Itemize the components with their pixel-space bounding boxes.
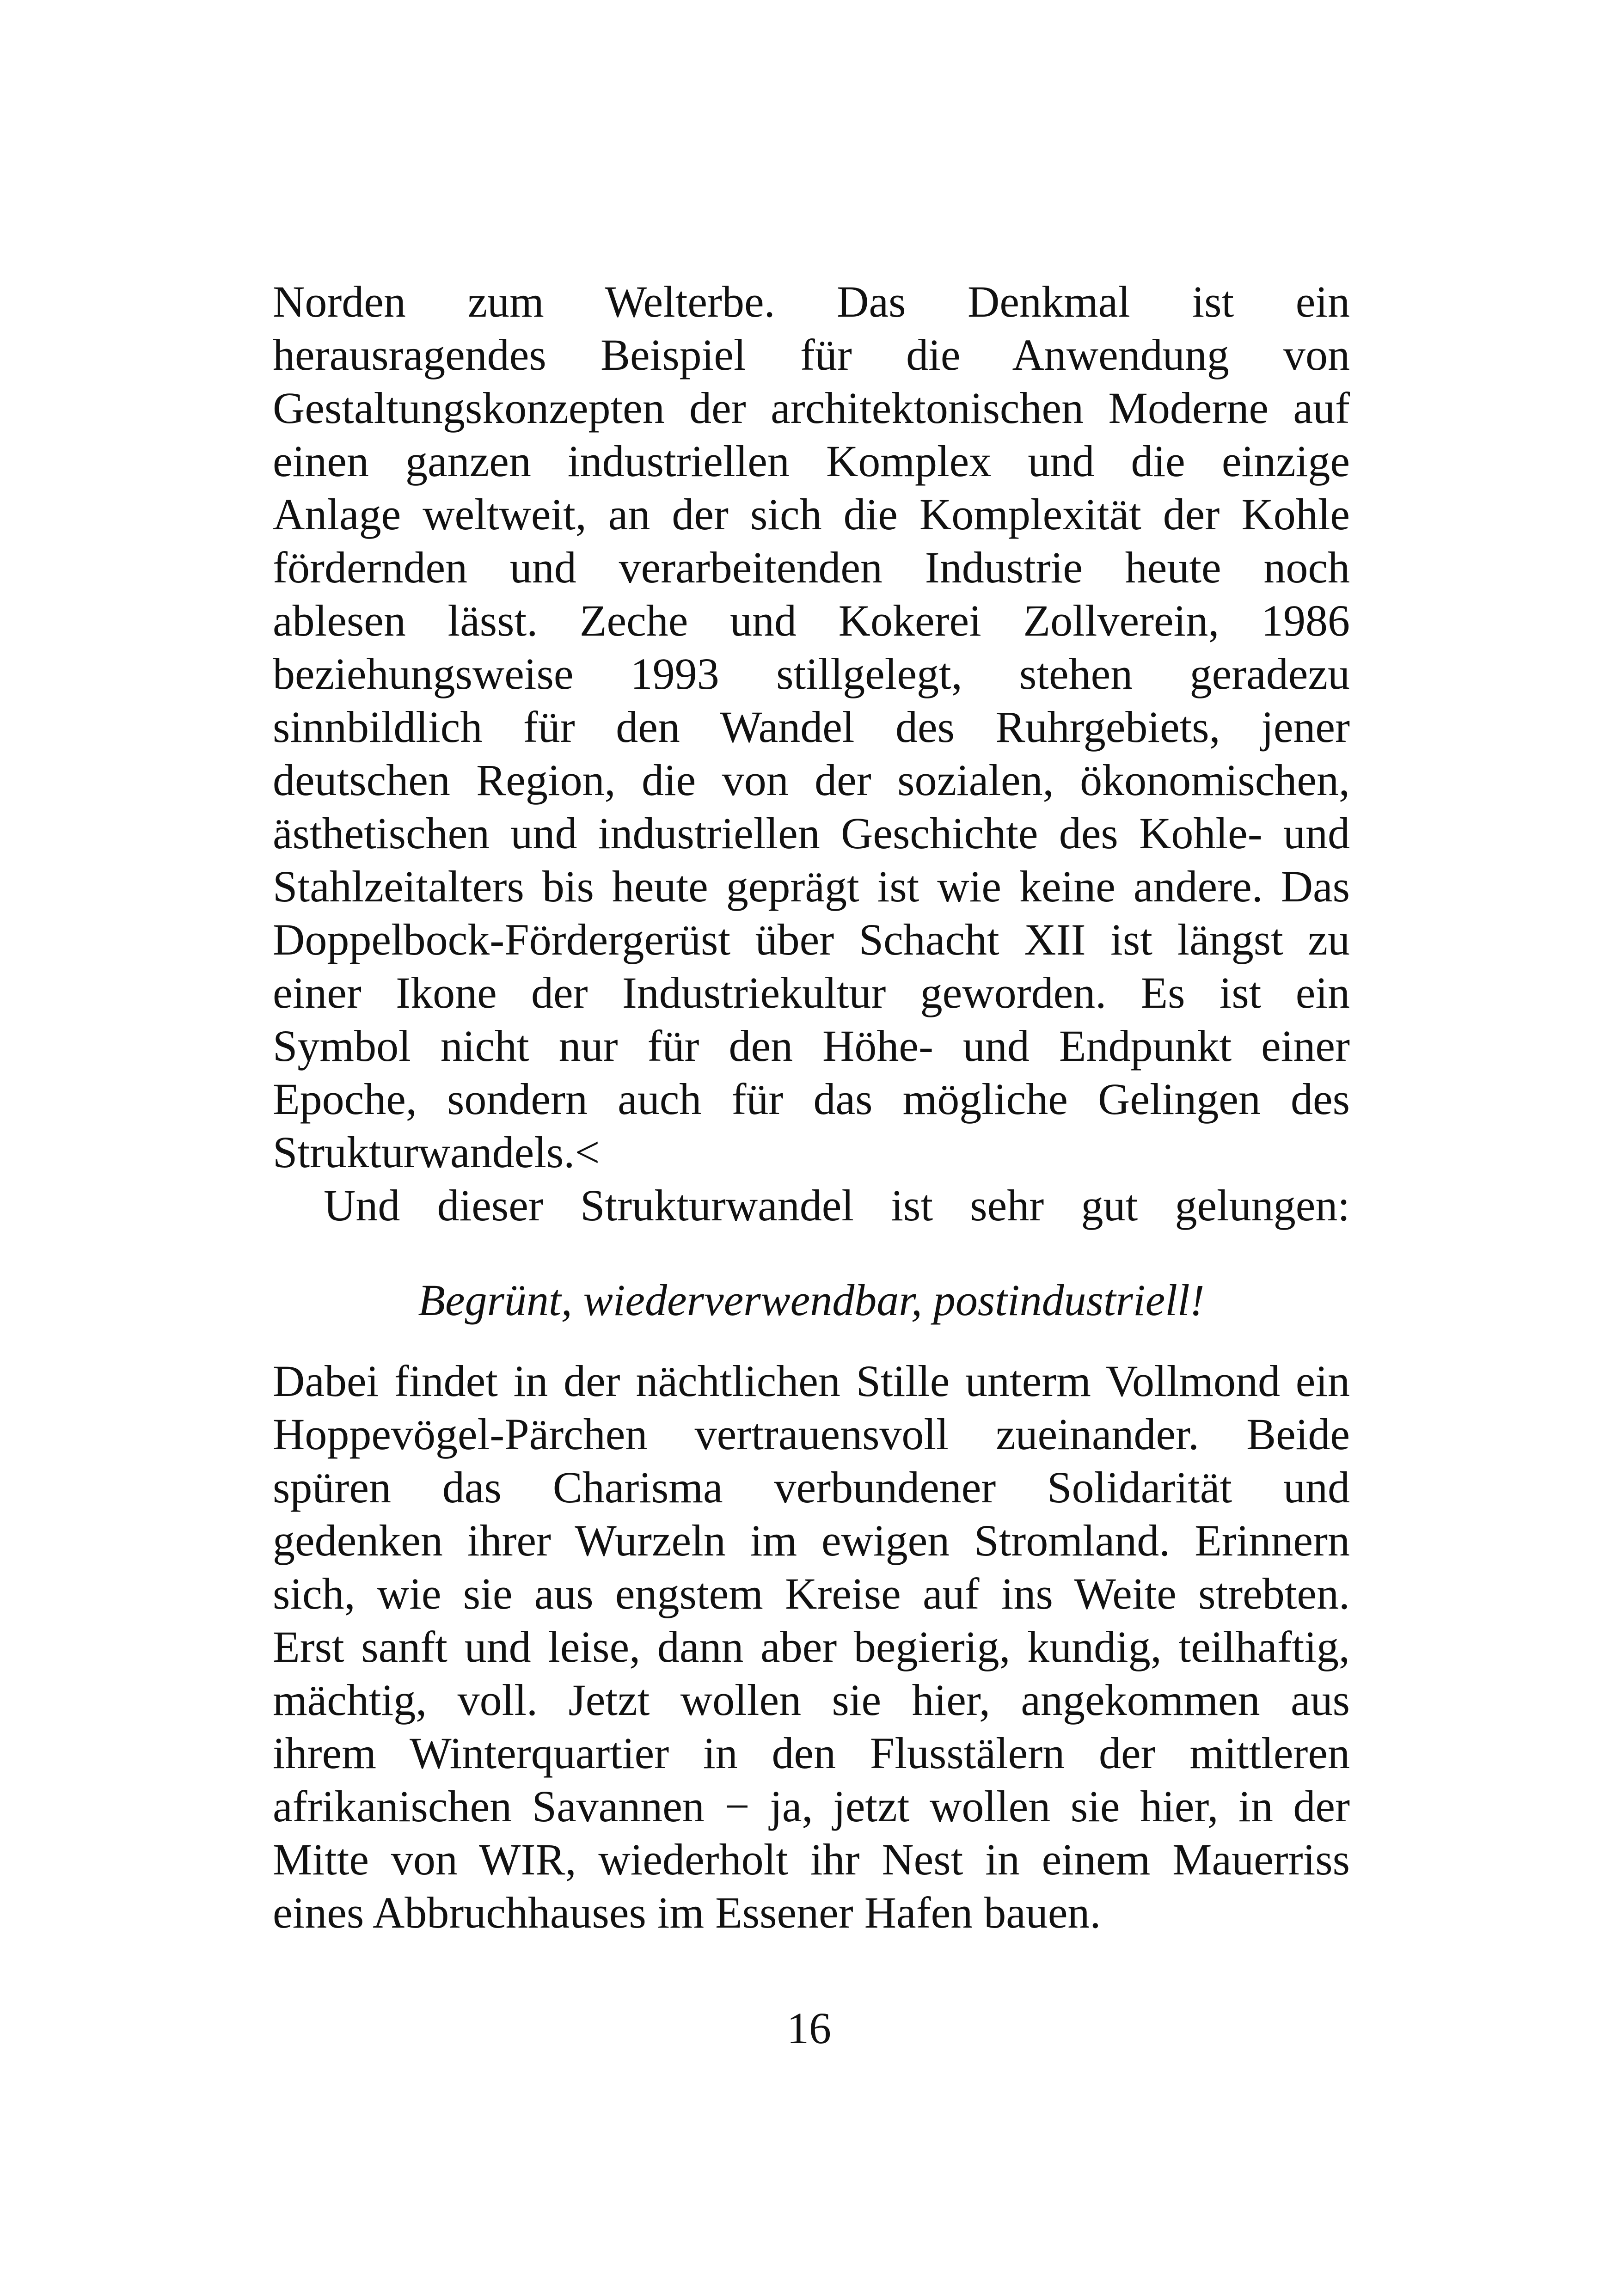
text-line: Anlage weltweit, an der sich die Komplexität der Kohle [273,490,1350,539]
text-line: herausragendes Beispiel für die Anwendung von [273,330,1350,380]
text-line-indented: Und dieser Strukturwandel ist sehr gut gelungen: [324,1181,1350,1230]
text-line: ihrem Winterquartier in den Flusstälern der mittleren [273,1728,1350,1778]
text-line: Symbol nicht nur für den Höhe- und Endpunkt einer [273,1021,1350,1071]
text-line: ästhetischen und industriellen Geschichte des Kohle- und [273,808,1350,858]
text-line: einen ganzen industriellen Komplex und die einzige [273,436,1350,486]
text-line: Norden zum Welterbe. Das Denkmal ist ein [273,277,1350,326]
text-line: beziehungsweise 1993 stillgelegt, stehen geradezu [273,649,1350,698]
text-line: sich, wie sie aus engstem Kreise auf ins Weite strebten. [273,1569,1350,1618]
text-line: Gestaltungskonzepten der architektonischen Moderne auf [273,383,1350,433]
text-line: Erst sanft und leise, dann aber begierig, kundig, teilhaftig, [273,1622,1350,1671]
text-line: Doppelbock-Fördergerüst über Schacht XII ist längst zu [273,915,1350,964]
paragraph-hoppevoegel [273,1354,1350,1939]
text-line: spüren das Charisma verbundener Solidarität und [273,1463,1350,1512]
italic-motto: Begrünt, wiederverwendbar, postindustriell! [418,1275,1205,1325]
text-line: afrikanischen Savannen − ja, jetzt wollen sie hier, in der [273,1782,1350,1831]
text-line: eines Abbruchhauses im Essener Hafen bauen. [273,1888,1101,1937]
text-line: sinnbildlich für den Wandel des Ruhrgebiets, jener [273,702,1350,752]
text-line: Hoppevögel-Pärchen vertrauensvoll zueinander. Beide [273,1409,1350,1459]
page-number: 16 [787,2003,831,2053]
paragraph-welterbe [273,275,1350,1232]
text-line: ablesen lässt. Zeche und Kokerei Zollverein, 1986 [273,596,1350,645]
text-line: mächtig, voll. Jetzt wollen sie hier, angekommen aus [273,1675,1350,1725]
text-line: fördernden und verarbeitenden Industrie heute noch [273,543,1350,592]
text-line: Strukturwandels.< [273,1127,600,1177]
text-line: gedenken ihrer Wurzeln im ewigen Stromland. Erinnern [273,1516,1350,1565]
text-line: Stahlzeitalters bis heute geprägt ist wie keine andere. Das [273,862,1350,911]
text-line: einer Ikone der Industriekultur geworden. Es ist ein [273,968,1350,1017]
text-line: deutschen Region, die von der sozialen, ökonomischen, [273,755,1350,805]
text-line: Dabei findet in der nächtlichen Stille unterm Vollmond ein [273,1356,1350,1406]
text-line: Epoche, sondern auch für das mögliche Gelingen des [273,1074,1350,1124]
text-line: Mitte von WIR, wiederholt ihr Nest in einem Mauerriss [273,1835,1350,1884]
